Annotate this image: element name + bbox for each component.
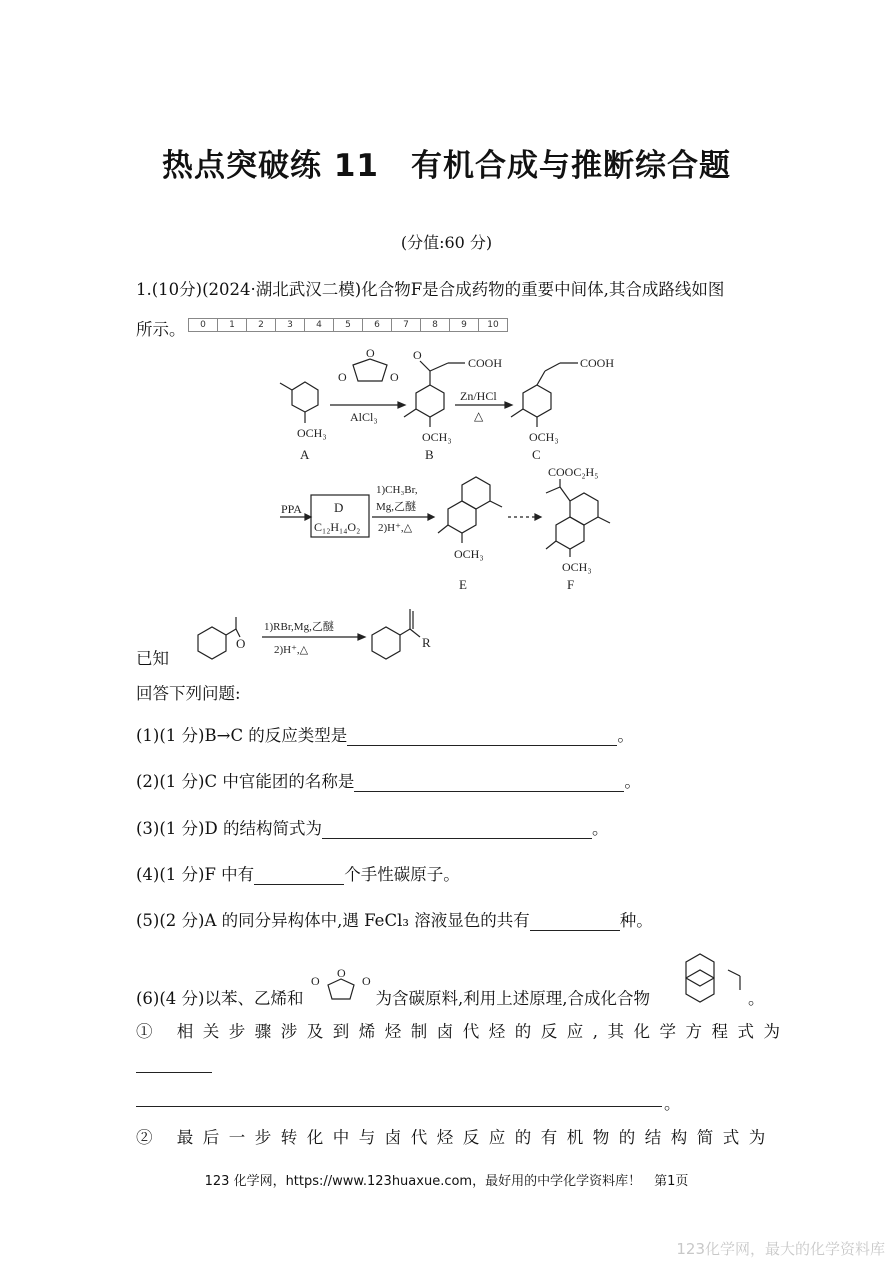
label-d: D <box>334 500 344 515</box>
question-text: (4)(1 分)F 中有 <box>136 865 255 884</box>
succinic-anhydride-structure <box>353 359 387 381</box>
question-1-2 <box>136 768 641 792</box>
question-text-after: 种。 <box>619 911 653 930</box>
answer-blank[interactable] <box>136 1072 212 1073</box>
ruler-tick: 0 <box>188 318 217 332</box>
ruler-tick: 1 <box>217 318 246 332</box>
ruler-tick: 4 <box>304 318 333 332</box>
answer-blank[interactable] <box>322 820 592 839</box>
period: 。 <box>617 726 634 745</box>
compound-a-structure <box>280 382 318 423</box>
benzene-ring-icon <box>372 627 400 659</box>
label-a: A <box>300 447 310 462</box>
question-text: (2)(1 分)C 中官能团的名称是 <box>136 772 355 791</box>
answer-blank[interactable] <box>354 773 624 792</box>
question-1-1 <box>136 722 634 746</box>
och3-group: OCH₃ <box>297 426 327 440</box>
answer-blank[interactable] <box>530 912 620 931</box>
question-text: (1)(1 分)B→C 的反应类型是 <box>136 726 348 745</box>
period: 。 <box>664 1094 681 1113</box>
anhydride-structure <box>306 965 376 1010</box>
reagent-alcl3: AlCl₃ <box>350 410 378 424</box>
question-text: (5)(2 分)A 的同分异构体中,遇 FeCl₃ 溶液显色的共有 <box>136 911 530 930</box>
compound-c-structure <box>511 363 578 427</box>
och3-group: OCH₃ <box>454 547 484 561</box>
ruler-tick: 2 <box>246 318 275 332</box>
arrow-head-icon <box>358 634 365 640</box>
question-text: (6)(4 分)以苯、乙烯和 <box>136 989 304 1008</box>
label-b: B <box>425 447 434 462</box>
question-1-5 <box>136 907 653 931</box>
period: 。 <box>591 819 609 838</box>
cooh-group: COOH <box>468 356 503 370</box>
period: 。 <box>748 989 765 1008</box>
reagent-ppa: PPA <box>281 502 302 516</box>
oxygen-label: O <box>413 348 422 362</box>
question-1-3 <box>136 815 608 839</box>
known-reagent-1: 1)RBr,Mg,乙醚 <box>264 621 334 633</box>
answer-blank[interactable] <box>136 1106 662 1107</box>
question-text-mid: 为含碳原料,利用上述原理,合成化合物 <box>375 989 650 1008</box>
question-text-after: 个手性碳原子。 <box>344 865 460 884</box>
oxygen-label: O <box>362 974 371 988</box>
synthesis-scheme <box>0 345 893 600</box>
oxygen-label: O <box>366 346 375 360</box>
ruler-tick: 6 <box>362 318 391 332</box>
compound-f-structure <box>546 479 610 557</box>
arrow-head-icon <box>398 402 405 408</box>
question-1-4 <box>136 861 460 885</box>
known-reagent-2: 2)H⁺,△ <box>274 644 309 656</box>
reagent-heat: △ <box>474 409 484 423</box>
cooh-group: COOH <box>580 356 615 370</box>
oxygen-label: O <box>338 370 347 384</box>
ruler-tick: 3 <box>275 318 304 332</box>
oxygen-label: O <box>337 966 346 980</box>
question-1-intro-cont: 所示。 <box>136 320 186 339</box>
ruler <box>188 318 508 331</box>
arrow-head-icon <box>428 514 434 520</box>
cooc2h5-group: COOC₂H₅ <box>548 465 599 479</box>
question-1-intro: 1.(10分)(2024·湖北武汉二模)化合物F是合成药物的重要中间体,其合成路线如图 <box>136 280 725 299</box>
d-formula: C₁₂H₁₄O₂ <box>314 520 361 534</box>
benzene-ring-icon <box>198 627 226 659</box>
label-f: F <box>567 577 575 592</box>
label-c: C <box>532 447 541 462</box>
ruler-tick: 8 <box>420 318 449 332</box>
arrow-head-icon <box>535 514 541 520</box>
och3-group: OCH₃ <box>529 430 559 444</box>
och3-group: OCH₃ <box>562 560 592 574</box>
reagent-ch3br: 1)CH₃Br, <box>376 484 418 496</box>
compound-b-structure <box>404 361 465 427</box>
reagent-mg-ether: Mg,乙醚 <box>376 501 417 513</box>
answer-blank[interactable] <box>254 866 344 885</box>
ruler-tick: 7 <box>391 318 420 332</box>
r-group-label: R <box>422 635 431 650</box>
question-1-6-sub1: ① 相关步骤涉及到烯烃制卤代烃的反应,其化学方程式为 <box>136 1022 790 1041</box>
ruler-tick: 5 <box>333 318 362 332</box>
arrow-head-icon <box>305 514 311 520</box>
arrow-head-icon <box>505 402 512 408</box>
watermark: 123化学网，最大的化学资料库 <box>676 1240 885 1258</box>
period: 。 <box>624 772 641 791</box>
och3-group: OCH₃ <box>422 430 452 444</box>
label-e: E <box>459 577 467 592</box>
page-title: 热点突破练 11 有机合成与推断综合题 <box>162 148 731 184</box>
oxygen-label: O <box>390 370 399 384</box>
known-reaction <box>178 605 458 670</box>
oxygen-label: O <box>236 636 246 651</box>
question-text: (3)(1 分)D 的结构简式为 <box>136 819 322 838</box>
question-1-6 <box>136 985 650 1009</box>
compound-e-structure <box>438 477 502 543</box>
ruler-tick: 9 <box>449 318 478 332</box>
reagent-zn-hcl: Zn/HCl <box>460 389 497 403</box>
question-1-6-sub2: ② 最后一步转化中与卤代烃反应的有机物的结构简式为 <box>136 1128 775 1147</box>
page-footer: 123 化学网，https://www.123huaxue.com，最好用的中学化学资料库！ 第1页 <box>204 1174 689 1189</box>
known-label: 已知 <box>136 649 169 668</box>
reagent-acid-heat: 2)H⁺,△ <box>378 522 413 534</box>
ruler-tick: 10 <box>478 318 508 332</box>
answer-prompt: 回答下列问题: <box>136 684 241 703</box>
score-note: (分值:60 分) <box>400 233 493 252</box>
oxygen-label: O <box>311 974 320 988</box>
answer-blank[interactable] <box>347 727 617 746</box>
